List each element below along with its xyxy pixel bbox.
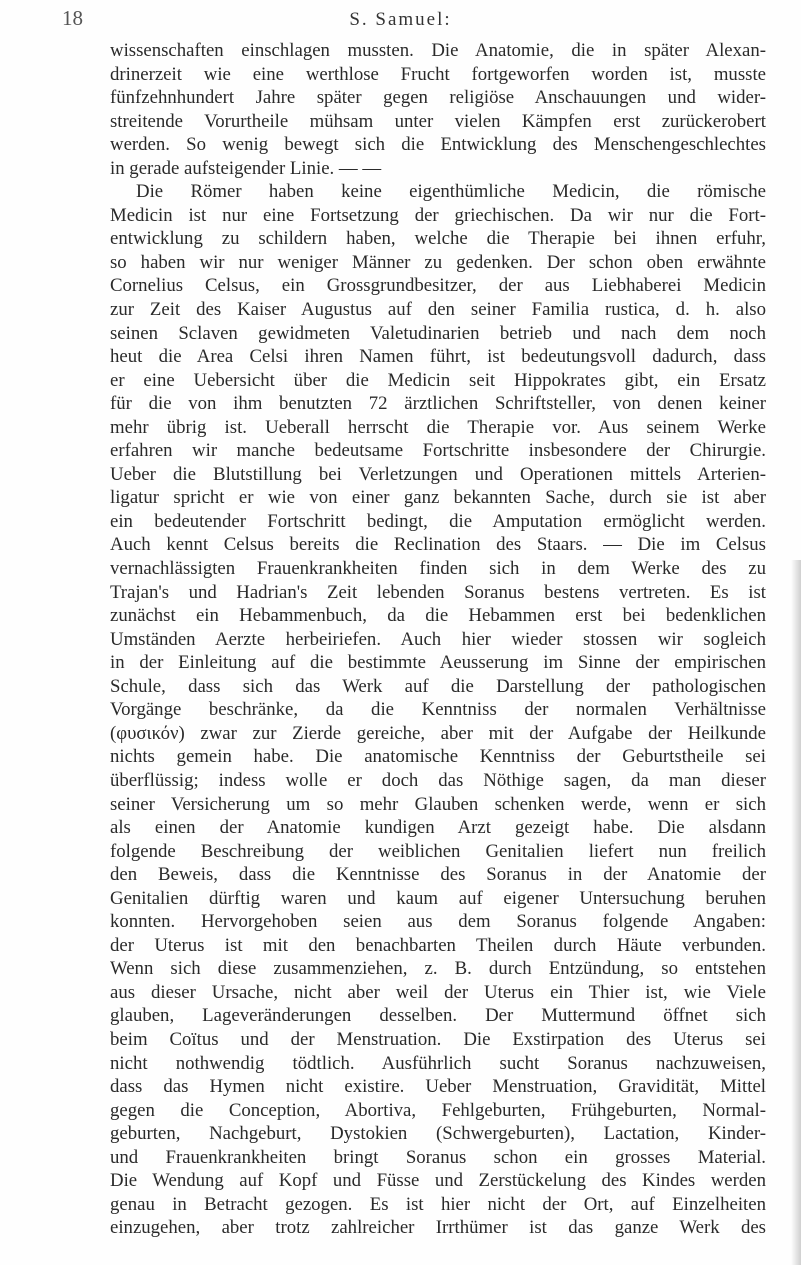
text-line: Medicin ist nur eine Fortsetzung der griechischen. Da wir nur die Fort- <box>110 204 766 226</box>
text-line: Genitalien dürftig waren und kaum auf eigener Untersuchung beruhen <box>110 887 766 909</box>
text-line: als einen der Anatomie kundigen Arzt gezeigt habe. Die alsdann <box>110 817 766 839</box>
text-line: seiner Versicherung um so mehr Glauben schenken werde, wenn er sich <box>110 793 766 815</box>
text-line: Auch kennt Celsus bereits die Reclination des Staars. — Die im Celsus <box>110 534 766 556</box>
text-line: für die von ihm benutzten 72 ärztlichen Schriftsteller, von denen keiner <box>110 393 766 415</box>
text-line: wissenschaften einschlagen mussten. Die Anatomie, die in später Alexan- <box>110 40 766 61</box>
text-line: nicht nothwendig tödtlich. Ausführlich sucht Soranus nachzuweisen, <box>110 1052 766 1074</box>
text-line: entwicklung zu schildern haben, welche die Therapie bei ihnen erfuhr, <box>110 228 766 250</box>
text-line: so haben wir nur weniger Männer zu gedenken. Der schon oben erwähnte <box>110 251 766 273</box>
text-line: folgende Beschreibung der weiblichen Genitalien liefert nun freilich <box>110 840 766 862</box>
text-line: Die Römer haben keine eigenthümliche Medicin, die römische <box>136 181 766 203</box>
text-line: den Beweis, dass die Kenntnisse des Soranus in der Anatomie der <box>110 864 766 886</box>
text-line: vernachlässigten Frauenkrankheiten finden sich in dem Werke des zu <box>110 558 766 580</box>
body-text <box>110 39 766 1240</box>
text-line: einzugehen, aber trotz zahlreicher Irrthümer ist das ganze Werk des <box>110 1217 766 1239</box>
text-line: (φυσικόν) zwar zur Zierde gereiche, aber mit der Aufgabe der Heilkunde <box>110 722 766 744</box>
text-line: in gerade aufsteigender Linie. — — <box>110 157 382 179</box>
page-number: 18 <box>62 6 83 30</box>
text-line: ein bedeutender Fortschritt bedingt, die Amputation ermöglicht werden. <box>110 510 766 532</box>
text-line: aus dieser Ursache, nicht aber weil der Uterus ein Thier ist, wie Viele <box>110 981 766 1003</box>
text-line: drinerzeit wie eine werthlose Frucht fortgeworfen worden ist, musste <box>110 63 766 85</box>
text-line: in der Einleitung auf die bestimmte Aeusserung im Sinne der empirischen <box>110 652 766 674</box>
text-line: streitende Vorurtheile mühsam unter vielen Kämpfen erst zurückerobert <box>110 110 766 132</box>
text-line: erfahren wir manche bedeutsame Fortschritte insbesondere der Chirurgie. <box>110 440 766 462</box>
text-line: nichts gemein habe. Die anatomische Kenntniss der Geburtstheile sei <box>110 746 766 768</box>
text-line: heut die Area Celsi ihren Namen führt, ist bedeutungsvoll dadurch, dass <box>110 346 766 368</box>
text-line: dass das Hymen nicht existire. Ueber Menstruation, Gravidität, Mittel <box>110 1076 766 1098</box>
text-line: zunächst ein Hebammenbuch, da die Hebammen erst bei bedenklichen <box>110 605 766 627</box>
text-line: überflüssig; indess wolle er doch das Nöthige sagen, da man dieser <box>110 769 766 791</box>
text-line: gegen die Conception, Abortiva, Fehlgeburten, Frühgeburten, Normal- <box>110 1099 766 1121</box>
text-line: der Uterus ist mit den benachbarten Theilen durch Häute verbunden. <box>110 934 766 956</box>
text-line: Vorgänge beschränke, da die Kenntniss der normalen Verhältnisse <box>110 699 766 721</box>
text-line: Cornelius Celsus, ein Grossgrundbesitzer, der aus Liebhaberei Medicin <box>110 275 766 297</box>
text-line: Schule, dass sich das Werk auf die Darstellung der pathologischen <box>110 675 766 697</box>
text-line: genau in Betracht gezogen. Es ist hier nicht der Ort, auf Einzelheiten <box>110 1193 766 1215</box>
text-line: er eine Uebersicht über die Medicin seit Hippokrates gibt, ein Ersatz <box>110 369 766 391</box>
text-line: zur Zeit des Kaiser Augustus auf den seiner Familia rustica, d. h. also <box>110 299 766 321</box>
text-line: glauben, Lageveränderungen desselben. Der Muttermund öffnet sich <box>110 1005 766 1027</box>
text-line: Die Wendung auf Kopf und Füsse und Zerstückelung des Kindes werden <box>110 1170 766 1192</box>
text-line: konnten. Hervorgehoben seien aus dem Soranus folgende Angaben: <box>110 911 766 933</box>
text-line: fünfzehnhundert Jahre später gegen religiöse Anschauungen und wider- <box>110 87 766 109</box>
text-line: beim Coïtus und der Menstruation. Die Exstirpation des Uterus sei <box>110 1028 766 1050</box>
running-head: S. Samuel: <box>349 9 452 30</box>
text-line: ligatur spricht er wie von einer ganz bekannten Sache, durch sie ist aber <box>110 487 766 509</box>
text-line: Ueber die Blutstillung bei Verletzungen und Operationen mittels Arterien- <box>110 463 766 485</box>
text-line: werden. So wenig bewegt sich die Entwicklung des Menschengeschlechtes <box>110 134 766 156</box>
text-line: und Frauenkrankheiten bringt Soranus schon ein grosses Material. <box>110 1146 766 1168</box>
page-edge-shadow <box>791 560 801 1265</box>
text-line: mehr übrig ist. Ueberall herrscht die Therapie vor. Aus seinem Werke <box>110 416 766 438</box>
text-line: Umständen Aerzte herbeiriefen. Auch hier wieder stossen wir sogleich <box>110 628 766 650</box>
text-line: Trajan's und Hadrian's Zeit lebenden Soranus bestens vertreten. Es ist <box>110 581 766 603</box>
text-line: Wenn sich diese zusammenziehen, z. B. durch Entzündung, so entstehen <box>110 958 766 980</box>
text-line: geburten, Nachgeburt, Dystokien (Schwergeburten), Lactation, Kinder- <box>110 1123 766 1145</box>
text-line: seinen Sclaven gewidmeten Valetudinarien betrieb und nach dem noch <box>110 322 766 344</box>
